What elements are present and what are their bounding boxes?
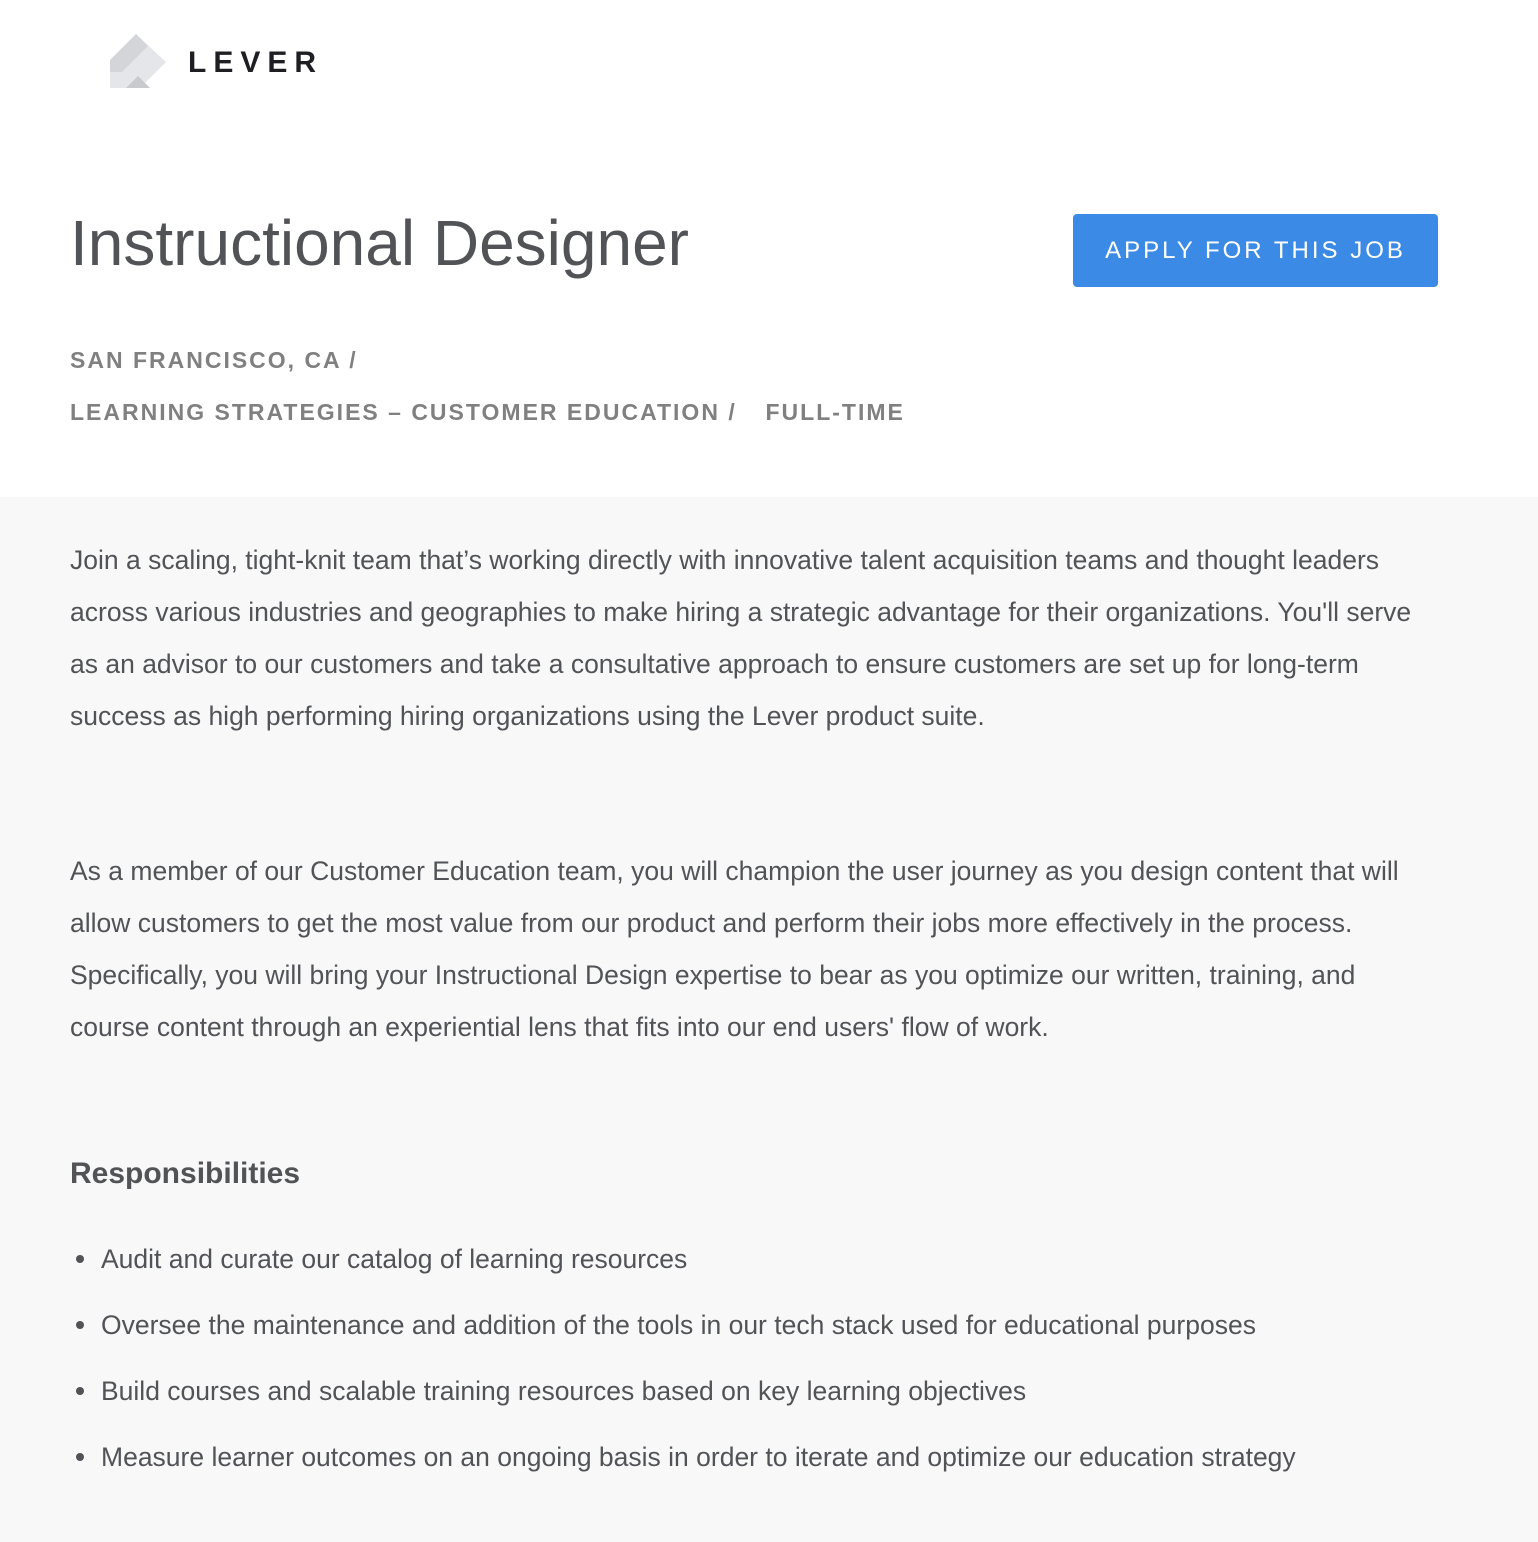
list-item xyxy=(70,1301,1470,1349)
lever-logo[interactable] xyxy=(108,34,323,92)
lever-logo-icon xyxy=(108,34,166,92)
list-item-text: Measure learner outcomes on an ongoing basis in order to iterate and optimize our education strategy xyxy=(101,1442,1296,1472)
description-paragraph: Join a scaling, tight-knit team that’s working directly with innovative talent acquisition teams and thought leaders across various industries and geographies to make hiring a strategic advantage for their organizations. You'll serve as an advisor to our customers and take a consultative approach to ensure customers are set up for long-term success as high performing hiring organizations using the Lever product suite. xyxy=(70,545,1412,731)
bullet-icon xyxy=(76,1255,84,1263)
location-line xyxy=(70,334,905,386)
bullet-icon xyxy=(76,1453,84,1461)
list-item xyxy=(70,1367,1470,1415)
list-item-text: Build courses and scalable training resources based on key learning objectives xyxy=(101,1376,1027,1406)
logo-wordmark: LEVER xyxy=(188,46,324,79)
team-line xyxy=(70,386,905,438)
department-label: LEARNING STRATEGIES – CUSTOMER EDUCATION / xyxy=(70,399,737,425)
bullet-icon xyxy=(76,1321,84,1329)
list-item xyxy=(70,1235,1470,1283)
location-label: SAN FRANCISCO, CA / xyxy=(70,347,358,373)
posting-categories xyxy=(70,334,905,438)
description-paragraph: As a member of our Customer Education team, you will champion the user journey as you design content that will allow customers to get the most value from our product and perform their jobs more effectively in the process. Specifically, you will bring your Instructional Design expertise to bear as you optimize our written, training, and course content through an experiential lens that fits into our end users' flow of work. xyxy=(70,856,1399,1042)
list-item-text: Audit and curate our catalog of learning resources xyxy=(101,1244,688,1274)
list-item-text: Oversee the maintenance and addition of the tools in our tech stack used for educational purposes xyxy=(101,1310,1256,1340)
responsibilities-heading: Responsibilities xyxy=(70,1157,301,1190)
responsibilities-list xyxy=(70,1235,1470,1499)
page-title: Instructional Designer xyxy=(70,207,689,279)
bullet-icon xyxy=(76,1387,84,1395)
posting-content xyxy=(0,497,1538,1542)
list-item xyxy=(70,1433,1470,1481)
commitment-label: FULL-TIME xyxy=(765,399,905,425)
apply-button[interactable]: APPLY FOR THIS JOB xyxy=(1073,214,1438,287)
posting-header xyxy=(0,0,1538,497)
